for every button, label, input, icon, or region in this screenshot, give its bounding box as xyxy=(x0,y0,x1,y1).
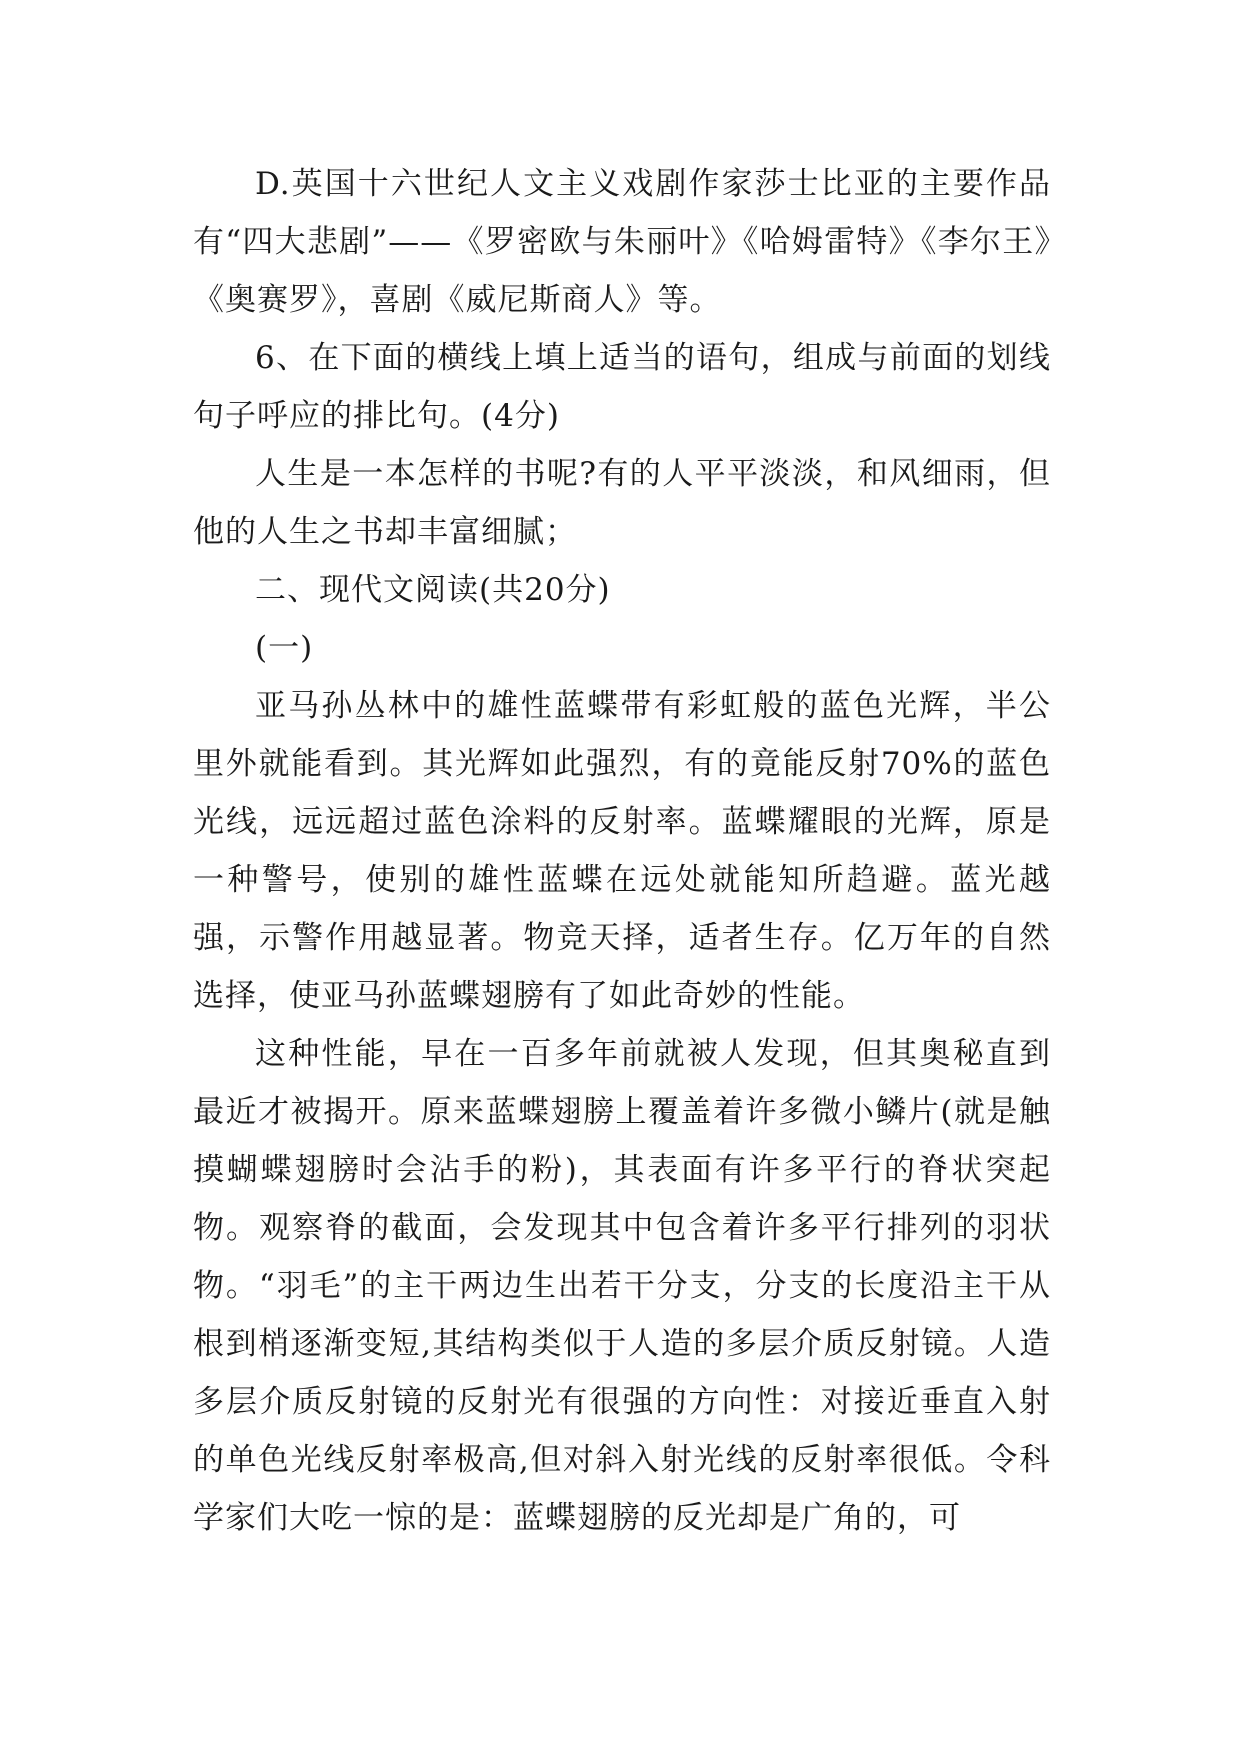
subsection-heading-one: (一) xyxy=(255,630,314,666)
paragraph-question-6: 6、在下面的横线上填上适当的语句，组成与前面的划线句子呼应的排比句。(4分) xyxy=(193,340,1051,434)
paragraph-question-6-prompt: 人生是一本怎样的书呢?有的人平平淡淡，和风细雨，但他的人生之书却丰富细腻； xyxy=(193,456,1051,550)
document-body xyxy=(193,155,1051,1547)
paragraph-blue-butterfly-2: 这种性能，早在一百多年前就被人发现，但其奥秘直到最近才被揭开。原来蓝蝶翅膀上覆盖着许多微小鳞片(就是触摸蝴蝶翅膀时会沾手的粉)，其表面有许多平行的脊状突起物。观察脊的截面，会发现其中包含着许多平行排列的羽状物。“羽毛”的主干两边生出若干分支，分支的长度沿主干从根到梢逐渐变短,其结构类似于人造的多层介质反射镜。人造多层介质反射镜的反射光有很强的方向性：对接近垂直入射的单色光线反射率极高,但对斜入射光线的反射率很低。令科学家们大吃一惊的是：蓝蝶翅膀的反光却是广角的，可 xyxy=(193,1036,1051,1536)
paragraph-blue-butterfly-1: 亚马孙丛林中的雄性蓝蝶带有彩虹般的蓝色光辉，半公里外就能看到。其光辉如此强烈，有的竟能反射70%的蓝色光线，远远超过蓝色涂料的反射率。蓝蝶耀眼的光辉，原是一种警号，使别的雄性蓝蝶在远处就能知所趋避。蓝光越强，示警作用越显著。物竞天择，适者生存。亿万年的自然选择，使亚马孙蓝蝶翅膀有了如此奇妙的性能。 xyxy=(193,688,1051,1014)
section-heading-reading: 二、现代文阅读(共20分) xyxy=(255,572,611,608)
paragraph-option-d: D.英国十六世纪人文主义戏剧作家莎士比亚的主要作品有“四大悲剧”——《罗密欧与朱丽叶》《哈姆雷特》《李尔王》《奥赛罗》，喜剧《威尼斯商人》等。 xyxy=(193,166,1051,318)
